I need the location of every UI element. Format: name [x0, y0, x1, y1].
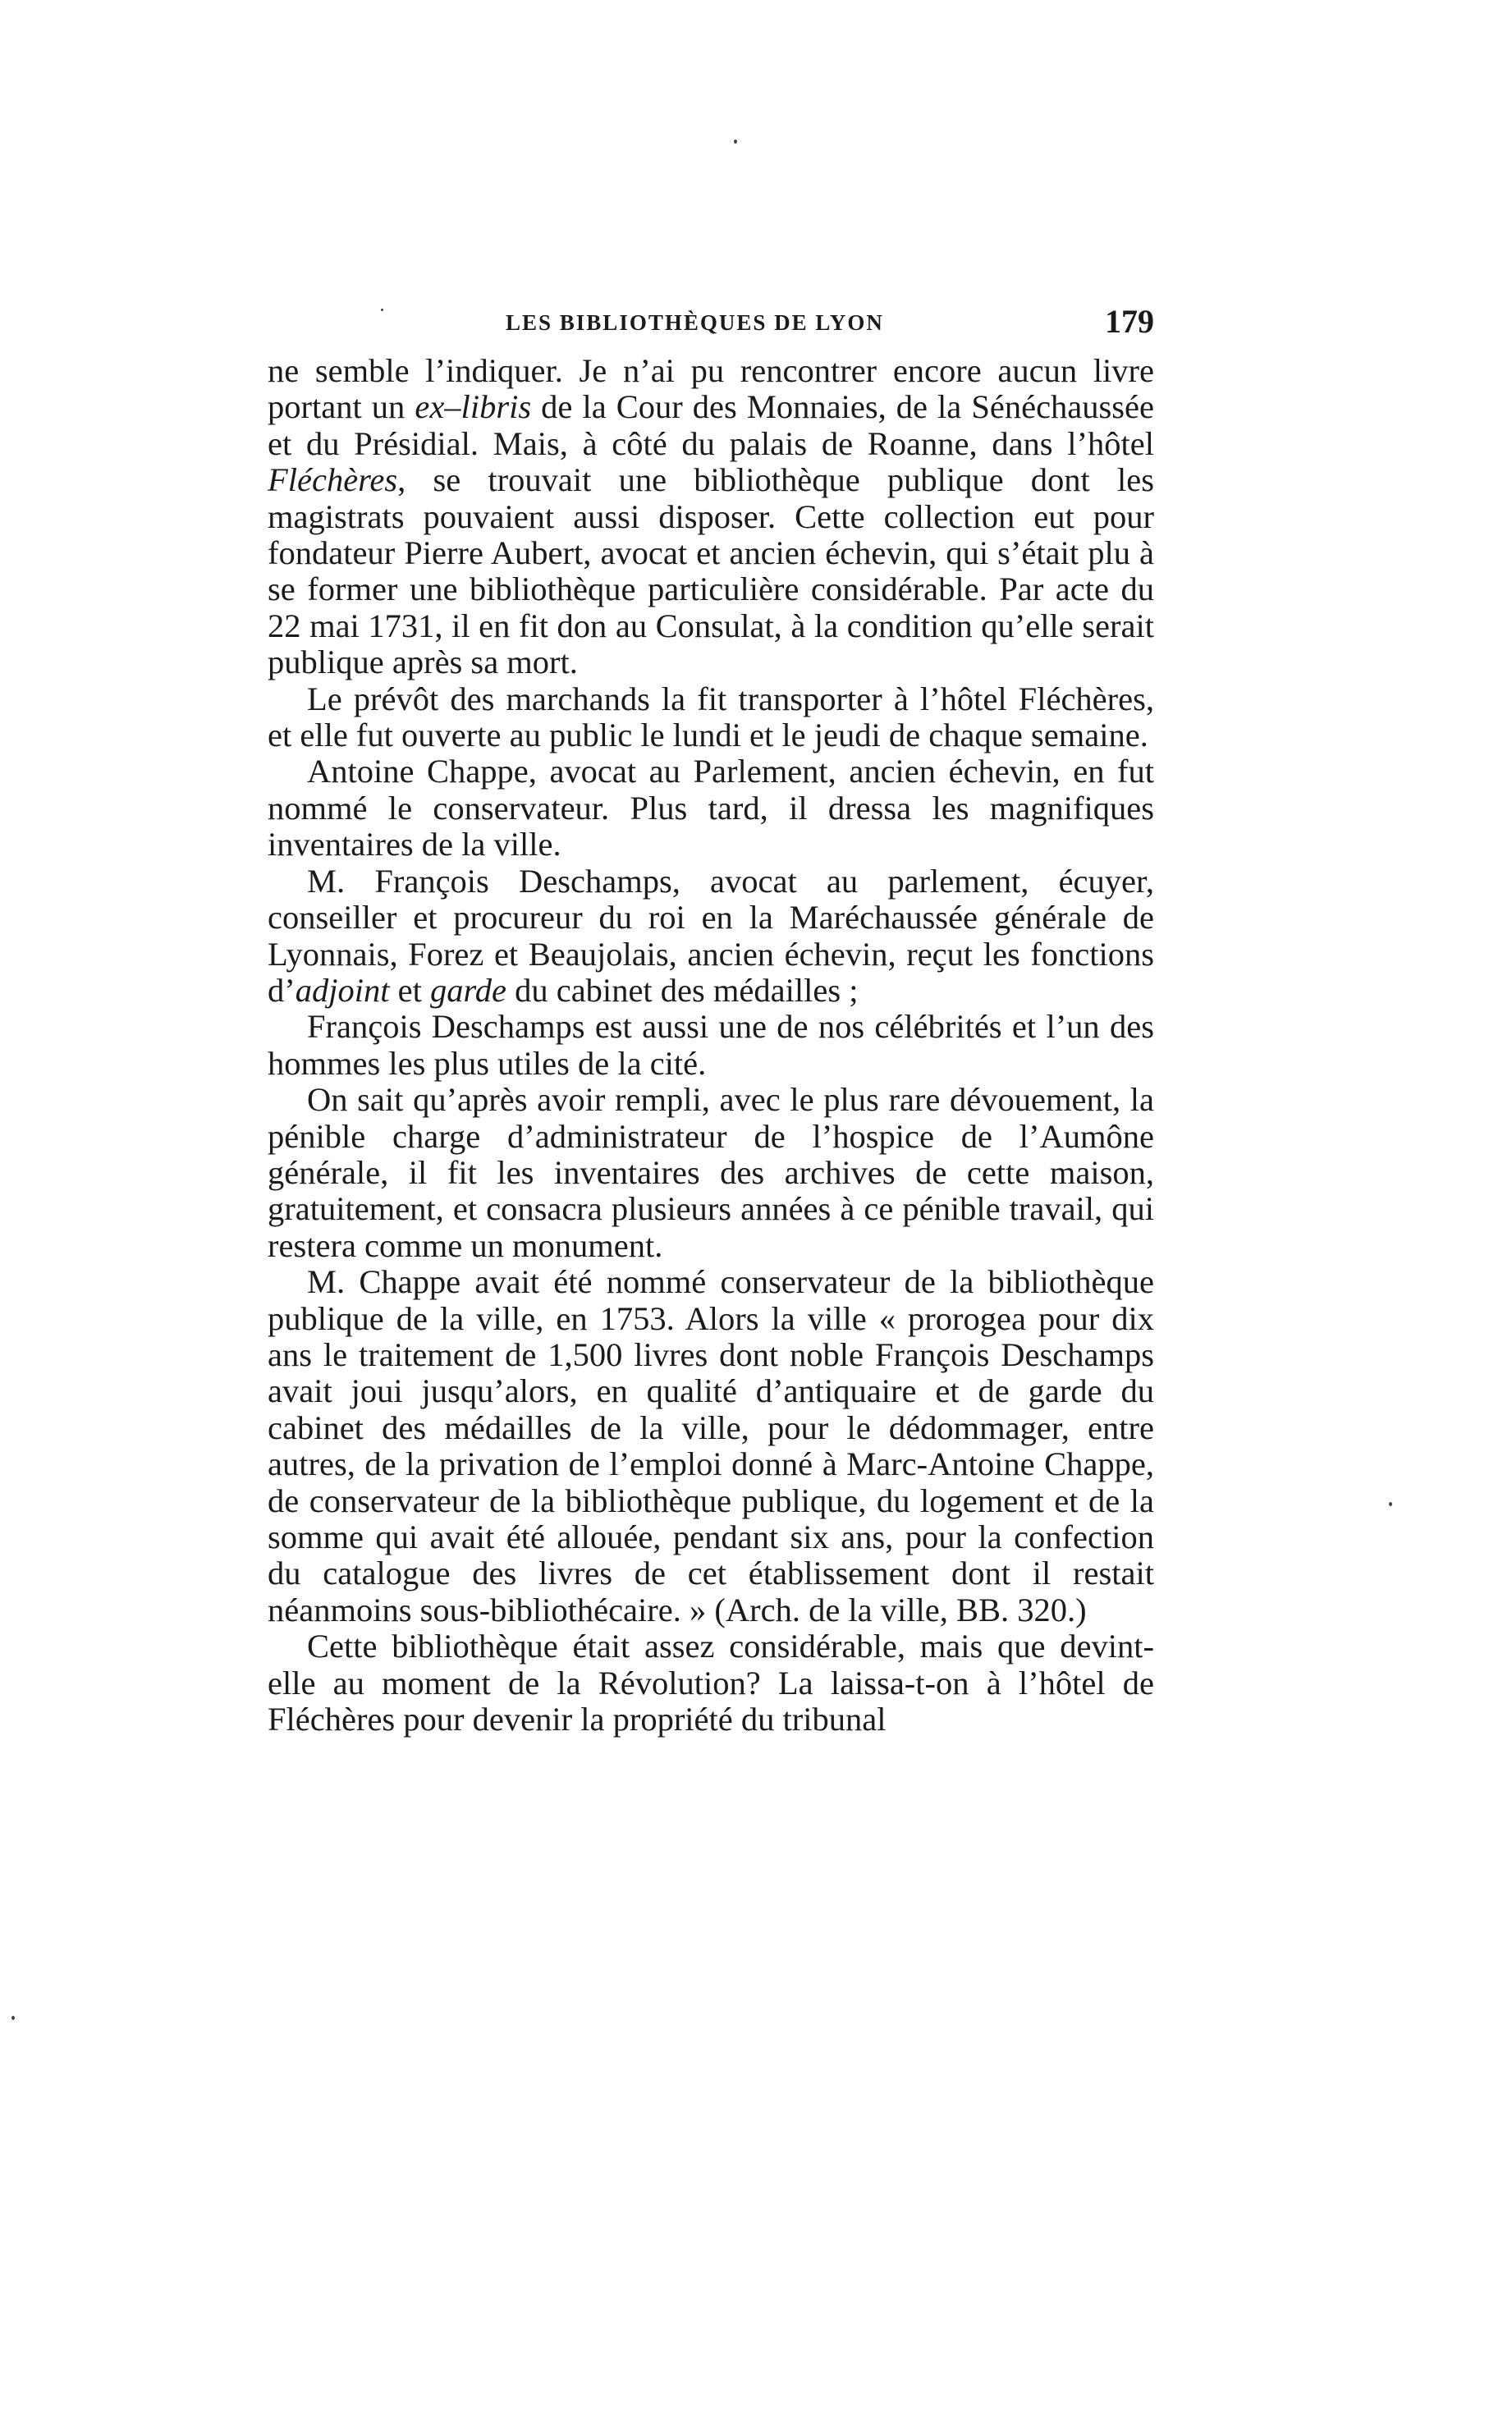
text-run: François Deschamps est aussi une de nos célébrités et l’un des hommes les plus utiles de la cité. [268, 1008, 1154, 1082]
paragraph [268, 1009, 1154, 1082]
running-title: LES BIBLIOTHÈQUES DE LYON [506, 310, 884, 335]
text-run: Le prévôt des marchands la fit transporter à l’hôtel Fléchères, et elle fut ouverte au public le lundi et le jeudi de chaque semaine. [268, 680, 1154, 754]
body-text [268, 353, 1154, 1738]
paragraph [268, 1628, 1154, 1738]
text-run: , se trouvait une bibliothèque publique dont les magistrats pouvaient aussi disposer. Cette collection eut pour fondateur Pierre Aubert, avocat et ancien échevin, qui s’était plu à se former une bibliothèque particulière considérable. Par acte du 22 mai 1731, il en fit don au Consulat, à la condition qu’elle serait publique après sa mort. [268, 461, 1154, 681]
page-number: 179 [1105, 303, 1154, 340]
text-run: M. François Deschamps, avocat au parlement, écuyer, conseiller et procureur du roi en la Maréchaussée générale de Lyonnais, Forez et Beaujolais, ancien échevin, reçut les fonctions d’ [268, 862, 1154, 1009]
paragraph [268, 1082, 1154, 1264]
paragraph [268, 681, 1154, 754]
text-run: du cabinet des médailles ; [506, 971, 859, 1009]
paragraph [268, 353, 1154, 681]
italic-text: ex–libris [415, 388, 532, 426]
text-run: M. Chappe avait été nommé conservateur de la bibliothèque publique de la ville, en 1753. Alors la ville « prorogea pour dix ans le traitement de 1,500 livres dont noble François Deschamps avait joui jusqu’alors, en qualité d’antiquaire et de garde du cabinet des médailles de la ville, pour le dédommager, entre autres, de la privation de l’emploi donné à Marc-Antoine Chappe, de conservateur de la bibliothèque publique, du logement et de la somme qui avait été allouée, pendant six ans, pour la confection du catalogue des livres de cet établissement dont il restait néanmoins sous-bibliothécaire. » (Arch. de la ville, BB. 320.) [268, 1263, 1154, 1628]
running-header [268, 302, 1154, 348]
text-run: On sait qu’après avoir rempli, avec le plus rare dévouement, la pénible charge d’administrateur de l’hospice de l’Aumône générale, il fit les inventaires des archives de cette maison, gratuitement, et consacra plusieurs années à ce pénible travail, qui restera comme un monument. [268, 1081, 1154, 1264]
text-run: Antoine Chappe, avocat au Parlement, ancien échevin, en fut nommé le conservateur. Plus tard, il dressa les magnifiques inventaires de la ville. [268, 753, 1154, 863]
paragraph [268, 863, 1154, 1010]
paragraph [268, 753, 1154, 863]
text-run: et [389, 971, 430, 1009]
text-run: de la Cour des Monnaies, de la Sénéchaussée et du Présidial. Mais, à côté du palais de Roanne, dans l’hôtel [268, 388, 1155, 462]
ink-speck [1389, 1502, 1392, 1506]
text-run: Cette bibliothèque était assez considérable, mais que devint-elle au moment de la Révolution? La laissa-t-on à l’hôtel de Fléchères pour devenir la propriété du tribunal [268, 1628, 1154, 1738]
italic-text: garde [430, 971, 506, 1009]
italic-text: adjoint [295, 971, 390, 1009]
ink-speck [11, 2016, 15, 2020]
paragraph [268, 1264, 1154, 1628]
text-run: ne semble l’indiquer. Je n’ai pu rencontrer encore aucun livre portant un [268, 352, 1154, 426]
italic-text: Fléchères [268, 461, 398, 499]
ink-speck [734, 140, 737, 144]
